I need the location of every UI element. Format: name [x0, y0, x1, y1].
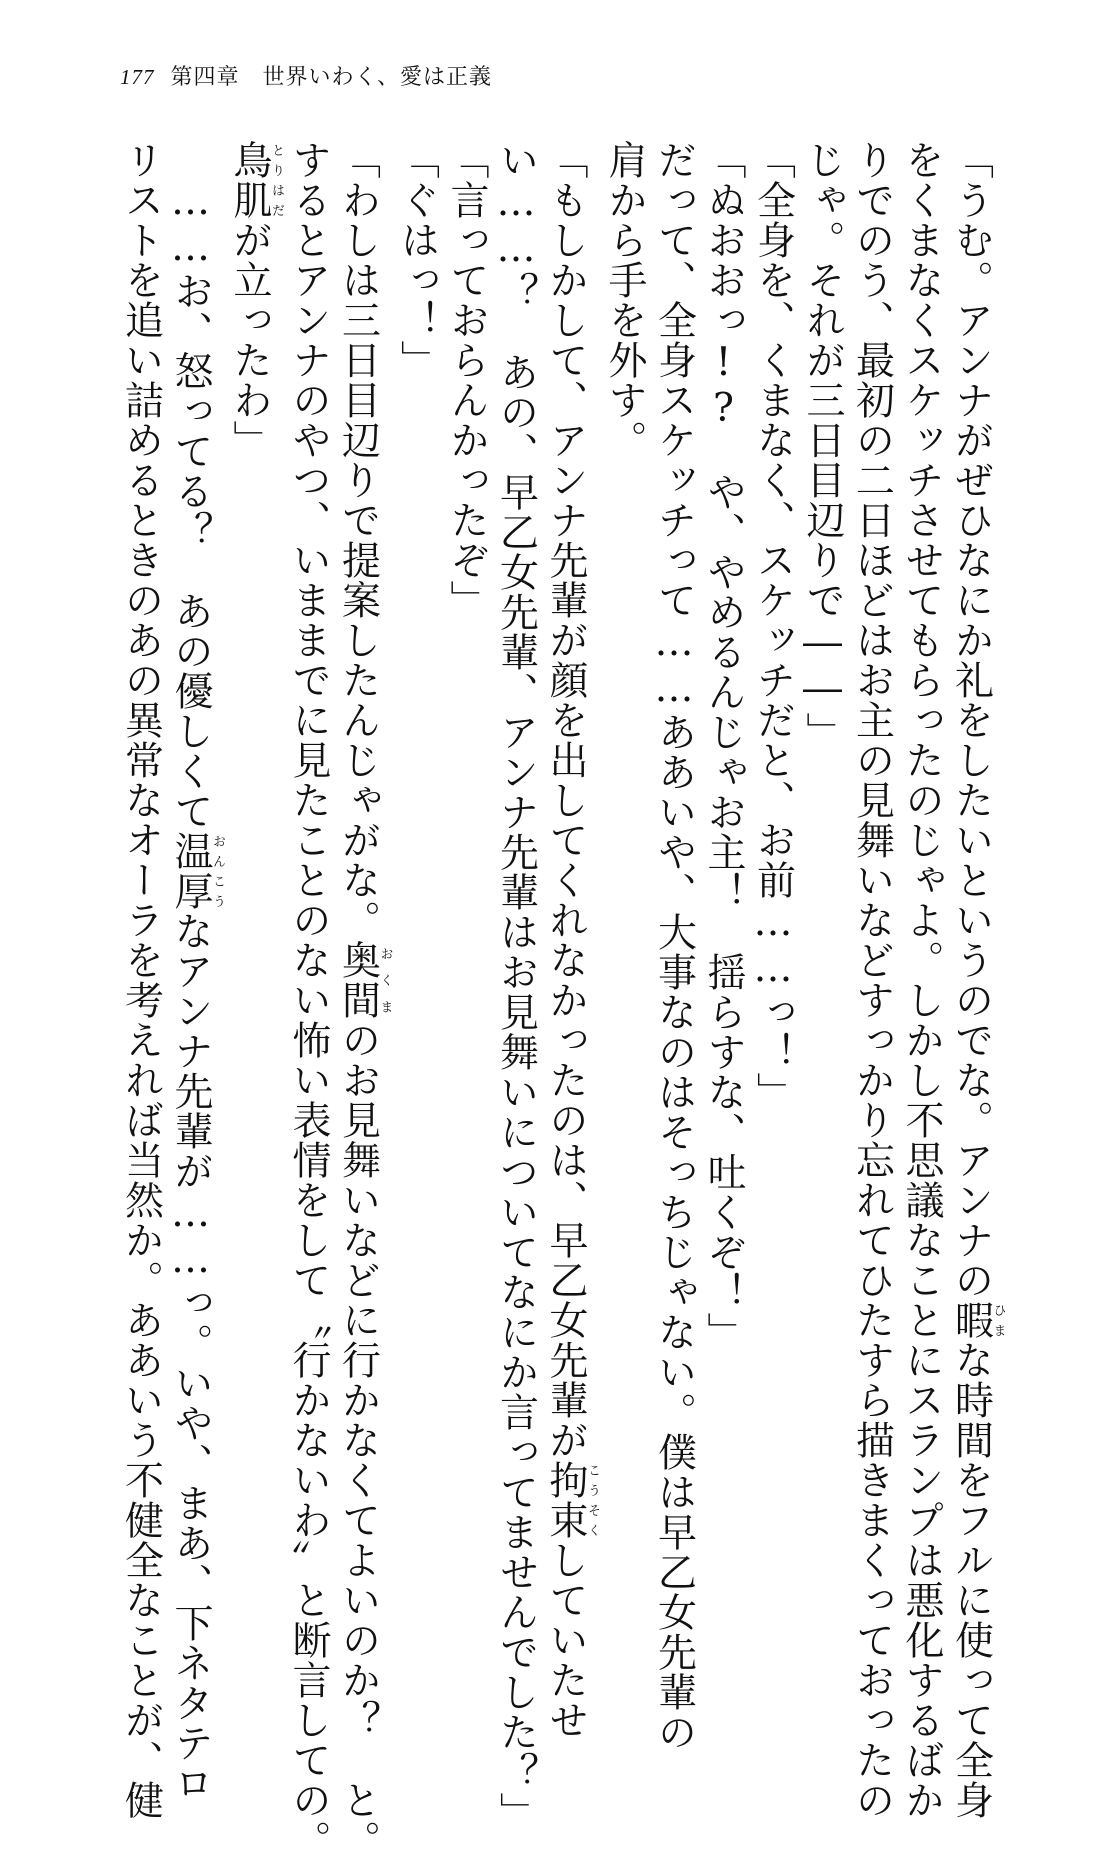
text-segment: 「言っておらんかったぞ」 — [444, 140, 489, 620]
text-segment: をくまなくスケッチさせてもらったのじゃよ。しかし不思議なことにスランプは悪化するばか — [899, 140, 944, 1820]
text-segment: だって、全身スケッチって……ああいや、大事なのはそっちじゃない。僕は早乙女先輩の — [651, 140, 697, 1752]
text-segment: が立ったわ」 — [227, 220, 272, 460]
ruby-reading: おくま — [377, 940, 393, 1020]
text-segment: リストを追い詰めるときのあの異常なオーラを考えれば当然か。ああいう不健全なことが、健 — [118, 140, 164, 1820]
text-line — [166, 140, 225, 1803]
text-segment: するとアンナのやつ、いままでに見たことのない怖い表情をして〝行かないわ〟と断言しての。 — [286, 140, 331, 1860]
furigana-ruby — [227, 140, 284, 220]
ruby-base: 温厚 — [168, 831, 213, 911]
ruby-reading: ひま — [990, 1300, 1006, 1340]
text-line — [699, 140, 749, 1500]
ruby-base: 暇 — [948, 1300, 994, 1340]
text-segment: 「もしかして、アンナ先輩が顔を出してくれなかったのは、早乙女先輩が — [543, 140, 588, 1460]
text-line — [333, 140, 393, 1860]
page-number: 177 — [120, 65, 155, 89]
text-line — [392, 140, 442, 1500]
text-segment: なアンナ先輩が……っ。いや、まあ、下ネタテロ — [168, 911, 213, 1803]
text-segment: 「うむ。アンナがぜひなにか礼をしたいというのでな。アンナの — [948, 140, 994, 1300]
text-line — [491, 140, 541, 1832]
furigana-ruby — [168, 831, 225, 911]
furigana-ruby — [543, 1460, 600, 1540]
ruby-reading: おんこう — [210, 831, 225, 911]
text-line — [897, 140, 947, 1820]
ruby-base: 鳥肌 — [227, 140, 272, 220]
text-line — [442, 140, 492, 1500]
text-segment: りでのう、最初の二日ほどはお主の見舞いなどすっかり忘れてひたすら描きまくっておったの — [849, 140, 895, 1820]
ruby-base: 奥間 — [335, 940, 381, 1020]
text-segment: な時間をフルに使って全身 — [948, 1340, 994, 1820]
furigana-ruby — [948, 1300, 1006, 1340]
text-line — [225, 140, 284, 1500]
text-line — [748, 140, 798, 1500]
text-segment: していたせ — [543, 1540, 588, 1740]
text-segment: ……お、怒ってる？ あの優しくて — [168, 179, 213, 831]
text-line — [541, 140, 600, 1740]
text-segment: 「わしは三日目辺りで提案したんじゃがな。 — [335, 140, 381, 940]
text-line — [847, 140, 897, 1820]
chapter-title: 第四章 世界いわく、愛は正義 — [170, 65, 493, 90]
text-line — [946, 140, 1006, 1820]
text-line — [798, 140, 848, 1500]
text-line — [284, 140, 334, 1860]
text-line — [600, 140, 650, 1500]
ruby-reading: とりはだ — [269, 140, 284, 220]
body-text — [118, 140, 1006, 1860]
text-segment: い……？ あの、早乙女先輩、アンナ先輩はお見舞いについてなにか言ってませんでした？」 — [493, 140, 539, 1832]
ruby-base: 拘束 — [543, 1460, 588, 1540]
text-segment: 肩から手を外す。 — [602, 140, 647, 460]
text-segment: 「全身を、くまなく、スケッチだと、お前……っ！」 — [750, 140, 796, 1112]
ruby-reading: こうそく — [585, 1460, 600, 1540]
text-line — [649, 140, 699, 1752]
text-segment: のお見舞いなどに行かなくてよいのか？ と。 — [335, 1020, 381, 1860]
text-segment: 「ぐはっ！」 — [394, 140, 440, 380]
running-header — [120, 60, 492, 94]
text-segment: じゃ。それが三日目辺りで――」 — [800, 140, 845, 752]
text-line — [116, 140, 166, 1820]
furigana-ruby — [335, 940, 393, 1020]
text-segment: 「ぬおおっ!? や、やめるんじゃお主！ 揺らすな、吐くぞ！」 — [701, 140, 746, 1352]
